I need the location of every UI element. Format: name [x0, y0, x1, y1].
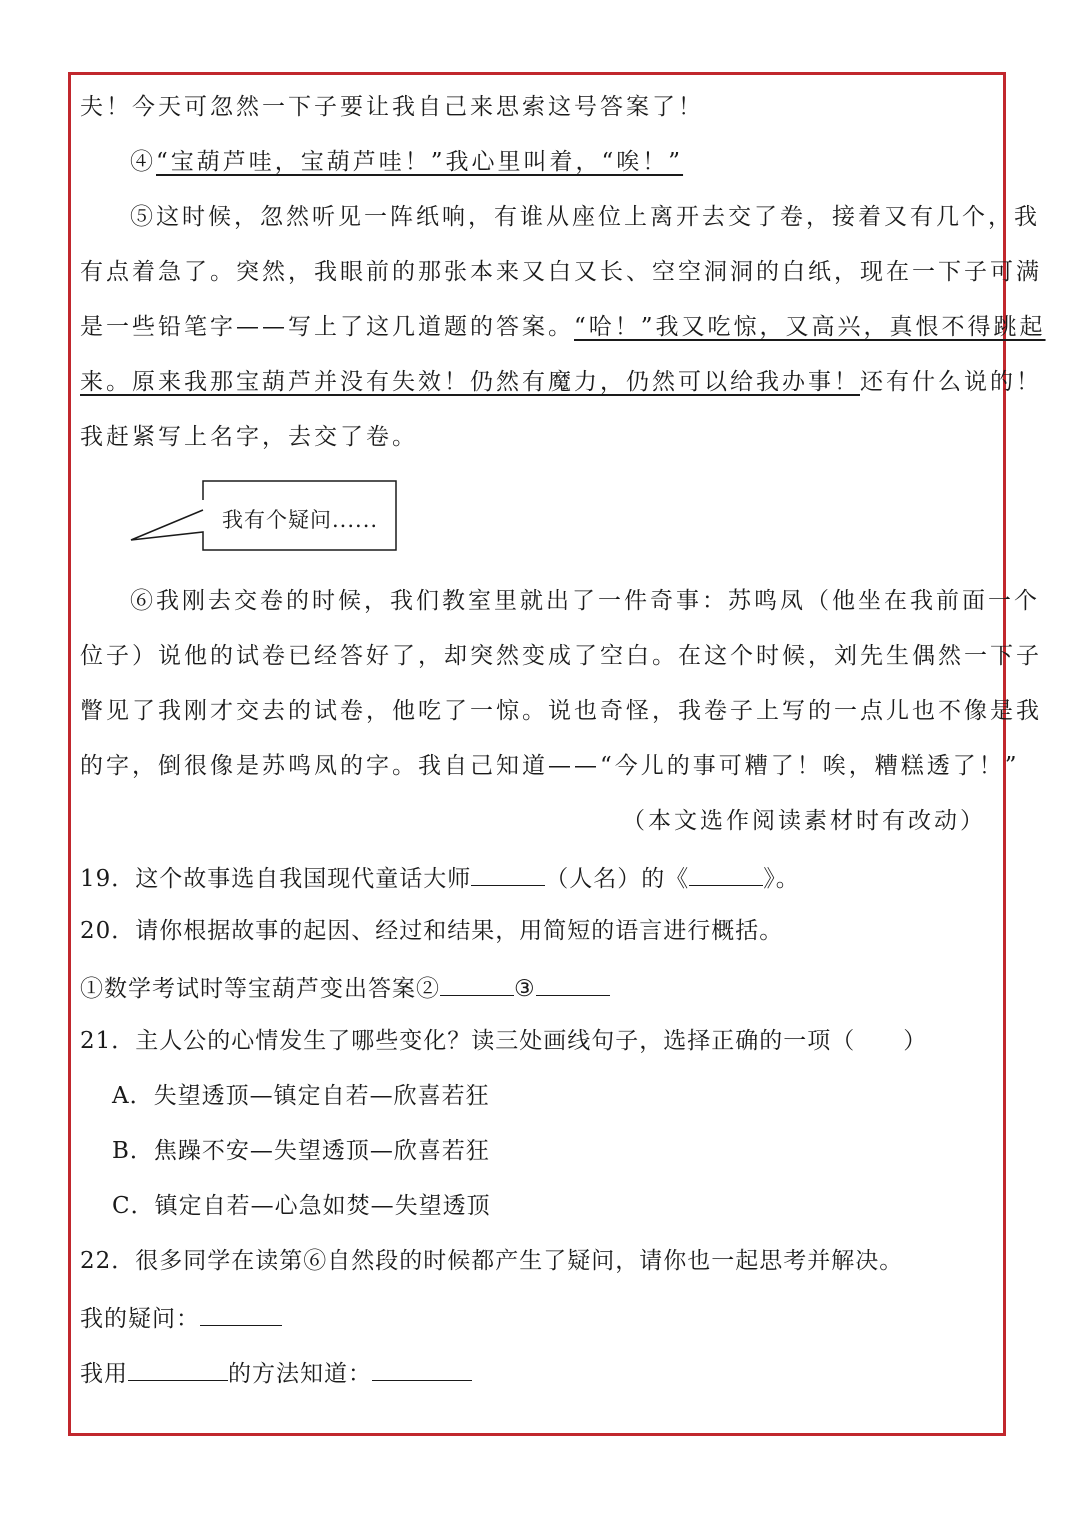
question-text: 的方法知道：: [228, 1361, 372, 1387]
question-text: ①数学考试时等宝葫芦变出答案②: [80, 976, 440, 1002]
paragraph-5-line: ⑤这时候，忽然听见一阵纸响，有谁从座位上离开去交了卷，接着又有几个，我: [130, 204, 1040, 230]
question-21: 21．主人公的心情发生了哪些变化？读三处画线句子，选择正确的一项（ ）: [80, 1028, 928, 1054]
speech-bubble-text: 我有个疑问......: [222, 508, 379, 532]
paragraph-5-line: [80, 312, 1046, 342]
answer-blank-doubt[interactable]: [200, 1301, 282, 1326]
paragraph-5-line: [80, 367, 1042, 397]
plain-text: 还有什么说的！: [860, 369, 1042, 395]
paragraph-6-line: 瞥见了我刚才交去的试卷，他吃了一惊。说也奇怪，我卷子上写的一点儿也不像是我: [80, 698, 1042, 724]
question-text: 19．这个故事选自我国现代童话大师: [80, 866, 472, 892]
question-22-doubt: [80, 1301, 282, 1334]
question-20-answer: [80, 971, 610, 1004]
question-text: 》。: [763, 866, 800, 892]
option-a[interactable]: A．失望透顶—镇定自若—欣喜若狂: [112, 1083, 490, 1109]
answer-blank-2[interactable]: [440, 971, 514, 996]
paragraph-4: [130, 147, 683, 177]
question-text: 我用: [80, 1361, 128, 1387]
question-22-method: [80, 1356, 472, 1389]
underlined-sentence-1: “宝葫芦哇，宝葫芦哇！”我心里叫着，“唉！”: [156, 149, 684, 175]
question-text: ③: [514, 976, 536, 1002]
underlined-sentence-3-cont: 来。原来我那宝葫芦并没有失效！仍然有魔力，仍然可以给我办事！: [80, 369, 860, 395]
paragraph-number: ④: [130, 149, 156, 175]
plain-text: 是一些铅笔字——写上了这几道题的答案。: [80, 314, 574, 340]
passage-line: 夫！今天可忽然一下子要让我自己来思索这号答案了！: [80, 94, 704, 120]
paragraph-6-line: ⑥我刚去交卷的时候，我们教室里就出了一件奇事：苏鸣凤（他坐在我前面一个: [130, 588, 1040, 614]
source-note: （本文选作阅读素材时有改动）: [622, 808, 986, 834]
answer-blank-book[interactable]: [689, 861, 763, 886]
question-22: 22．很多同学在读第⑥自然段的时候都产生了疑问，请你也一起思考并解决。: [80, 1248, 904, 1274]
question-19: [80, 861, 800, 894]
paragraph-6-line: 位子）说他的试卷已经答好了，却突然变成了空白。在这个时候，刘先生偶然一下子: [80, 643, 1042, 669]
answer-blank-answer[interactable]: [372, 1356, 472, 1381]
answer-blank-method[interactable]: [128, 1356, 228, 1381]
question-text: 我的疑问：: [80, 1306, 200, 1332]
paragraph-6-line: 的字，倒很像是苏鸣凤的字。我自己知道——“今儿的事可糟了！唉，糟糕透了！”: [80, 753, 1020, 779]
option-b[interactable]: B．焦躁不安—失望透顶—欣喜若狂: [112, 1138, 490, 1164]
paragraph-5-line: 我赶紧写上名字，去交了卷。: [80, 424, 418, 450]
answer-blank-3[interactable]: [536, 971, 610, 996]
paragraph-5-line: 有点着急了。突然，我眼前的那张本来又白又长、空空洞洞的白纸，现在一下子可满: [80, 259, 1042, 285]
question-20: 20．请你根据故事的起因、经过和结果，用简短的语言进行概括。: [80, 918, 784, 944]
question-text: （人名）的《: [545, 866, 690, 892]
underlined-sentence-3: “哈！”我又吃惊，又高兴，真恨不得跳起: [574, 314, 1046, 340]
option-c[interactable]: C．镇定自若—心急如焚—失望透顶: [112, 1193, 491, 1219]
answer-blank-author[interactable]: [471, 861, 545, 886]
